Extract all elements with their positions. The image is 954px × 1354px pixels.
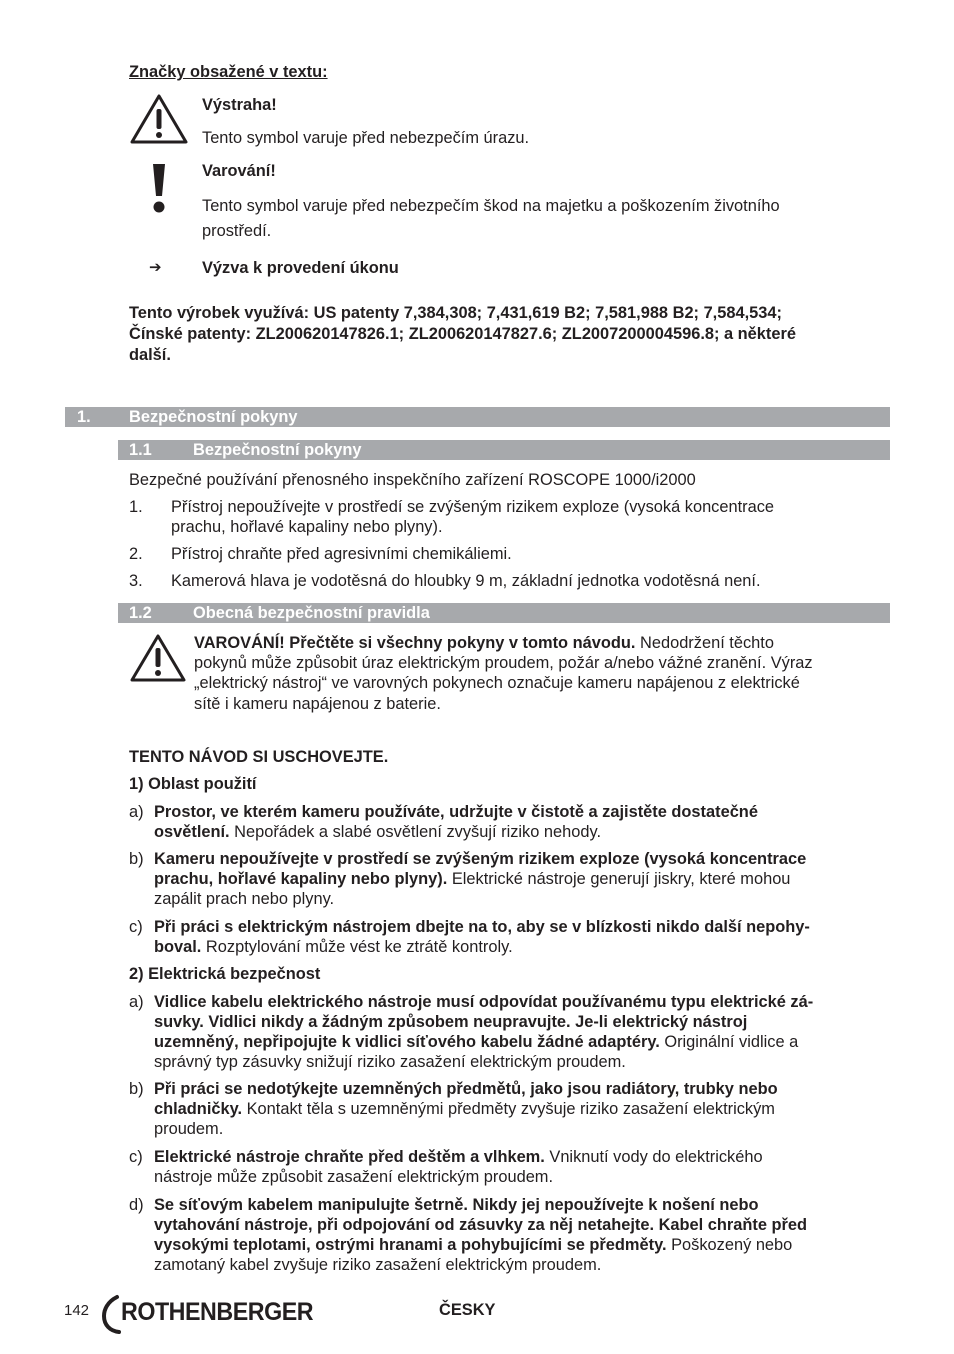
list-item-label: a) [129, 803, 144, 821]
list-item-text: Rozptylování může vést ke ztrátě kontroly. [201, 938, 513, 956]
section-1-number: 1. [77, 408, 91, 426]
list-item-line: Přístroj nepoužívejte v prostředí se zvýšeným rizikem exploze (vysoká koncentrace [171, 498, 775, 516]
section-1-2-number: 1.2 [129, 604, 152, 622]
list-item-bold: Prostor, ve kterém kameru používáte, udržujte v čistotě a zajistěte dostatečné [154, 803, 758, 821]
warning-triangle-icon [129, 633, 187, 683]
page-number: 142 [64, 1302, 90, 1319]
list-item-label: c) [129, 918, 143, 936]
general-warning-text: Nedodržení těchto [635, 634, 774, 652]
list-item-label: d) [129, 1196, 144, 1214]
warning-triangle-icon [129, 93, 189, 145]
list-item-label: b) [129, 1080, 144, 1098]
list-item-text: zamotaný kabel zvyšuje riziko zasažení elektrickým proudem. [154, 1256, 602, 1274]
caution-text-line2: prostředí. [202, 222, 272, 240]
list-item-bold: Elektrické nástroje chraňte před deštěm a vlhkem. [154, 1148, 545, 1166]
list-item-text: Nepořádek a slabé osvětlení zvyšují riziko nehody. [229, 823, 602, 841]
list-item-bold: chladničky. [154, 1100, 243, 1118]
list-item-text: nástroje může způsobit zasažení elektrickým proudem. [154, 1168, 554, 1186]
electrical-safety-heading: 2) Elektrická bezpečnost [129, 965, 321, 983]
section-1-2-header [118, 603, 890, 623]
list-item-bold: vytahování nástroje, při odpojování od zásuvky za něj netahejte. Kabel chraňte před [154, 1216, 808, 1234]
action-text: Výzva k provedení úkonu [202, 259, 399, 277]
list-item-bold: suvky. Vidlici nikdy a žádným způsobem neupravujte. Je-li elektrický nástroj [154, 1013, 748, 1031]
list-item-bold: Vidlice kabelu elektrického nástroje musí odpovídat používanému typu elektrické zá- [154, 993, 814, 1011]
keep-manual-notice: TENTO NÁVOD SI USCHOVEJTE. [129, 748, 389, 766]
section-1-1-number: 1.1 [129, 441, 152, 459]
section-1-1-title: Bezpečnostní pokyny [193, 441, 362, 459]
list-item-bold: Kameru nepoužívejte v prostředí se zvýšeným rizikem exploze (vysoká koncentrace [154, 850, 807, 868]
list-item-bold: vysokými teplotami, ostrými hranami a pohybujícími se předměty. [154, 1236, 667, 1254]
work-area-heading: 1) Oblast použití [129, 775, 257, 793]
general-warning-bold: VAROVÁNÍ! Přečtěte si všechny pokyny v tomto návodu. [194, 634, 636, 652]
warning-text: Tento symbol varuje před nebezpečím úrazu. [202, 129, 530, 147]
warning-title: Výstraha! [202, 96, 277, 114]
list-item-label: b) [129, 850, 144, 868]
list-item-text: Kontakt těla s uzemněnými předměty zvyšuje riziko zasažení elektrickým [242, 1100, 775, 1118]
logo-text: ROTHENBERGER [121, 1298, 314, 1326]
list-item-bold: Se síťovým kabelem manipulujte šetrně. Nikdy jej nepoužívejte k nošení nebo [154, 1196, 759, 1214]
exclamation-icon [151, 162, 167, 214]
list-item-text: Elektrické nástroje generují jiskry, které mohou [447, 870, 791, 888]
list-item-number: 2. [129, 545, 143, 563]
list-item-label: a) [129, 993, 144, 1011]
symbols-heading: Značky obsažené v textu: [129, 63, 328, 81]
rothenberger-logo [101, 1294, 121, 1334]
list-item-text: zapálit prach nebo plyny. [154, 890, 335, 908]
list-item-number: 1. [129, 498, 143, 516]
list-item-text: proudem. [154, 1120, 224, 1138]
section-1-1-intro: Bezpečné používání přenosného inspekčního zařízení ROSCOPE 1000/i2000 [129, 471, 696, 489]
arrow-right-icon: ➔ [149, 259, 162, 276]
list-item-line: Přístroj chraňte před agresivními chemikáliemi. [171, 545, 512, 563]
section-1-header [65, 407, 890, 427]
list-item-text: správný typ zásuvky snižují riziko zasažení elektrickým proudem. [154, 1053, 626, 1071]
list-item-bold: prachu, hořlavé kapaliny nebo plyny). [154, 870, 448, 888]
list-item-bold: Při práci s elektrickým nástrojem dbejte na to, aby se v blízkosti nikdo další nepohy- [154, 918, 810, 936]
general-warning-line3: „elektrický nástroj“ ve varovných pokynech označuje kameru napájenou z elektrické [194, 674, 800, 692]
list-item-text: Poškozený nebo [666, 1236, 793, 1254]
list-item-bold: uzemněný, nepřipojujte k vidlici síťového kabelu žádné adaptéry. [154, 1033, 660, 1051]
section-1-2-title: Obecná bezpečnostní pravidla [193, 604, 430, 622]
general-warning-line4: sítě i kameru napájenou z baterie. [194, 695, 441, 713]
list-item-text: Vniknutí vody do elektrického [544, 1148, 763, 1166]
list-item-bold: osvětlení. [154, 823, 230, 841]
list-item-line: Kamerová hlava je vodotěsná do hloubky 9 m, základní jednotka vodotěsná není. [171, 572, 761, 590]
general-warning-line2: pokynů může způsobit úraz elektrickým proudem, požár a/nebo vážné zranění. Výraz [194, 654, 813, 672]
caution-title: Varování! [202, 162, 276, 180]
list-item-label: c) [129, 1148, 143, 1166]
section-1-title: Bezpečnostní pokyny [129, 408, 298, 426]
list-item-line: prachu, hořlavé kapaliny nebo plyny). [171, 518, 443, 536]
list-item-bold: Při práci se nedotýkejte uzemněných předmětů, jako jsou radiátory, trubky nebo [154, 1080, 778, 1098]
general-warning-line1 [194, 633, 774, 653]
patents-line3: další. [129, 346, 171, 364]
list-item-text: Originální vidlice a [659, 1033, 799, 1051]
patents-line2: Čínské patenty: ZL200620147826.1; ZL200620147827.6; ZL2007200004596.8; a některé [129, 325, 796, 343]
list-item-bold: boval. [154, 938, 202, 956]
language-label: ČESKY [439, 1301, 496, 1319]
patents-line1: Tento výrobek využívá: US patenty 7,384,308; 7,431,619 B2; 7,581,988 B2; 7,584,534; [129, 304, 782, 322]
list-item-number: 3. [129, 572, 143, 590]
caution-text-line1: Tento symbol varuje před nebezpečím škod na majetku a poškozením životního [202, 197, 780, 215]
section-1-1-header [118, 440, 890, 460]
